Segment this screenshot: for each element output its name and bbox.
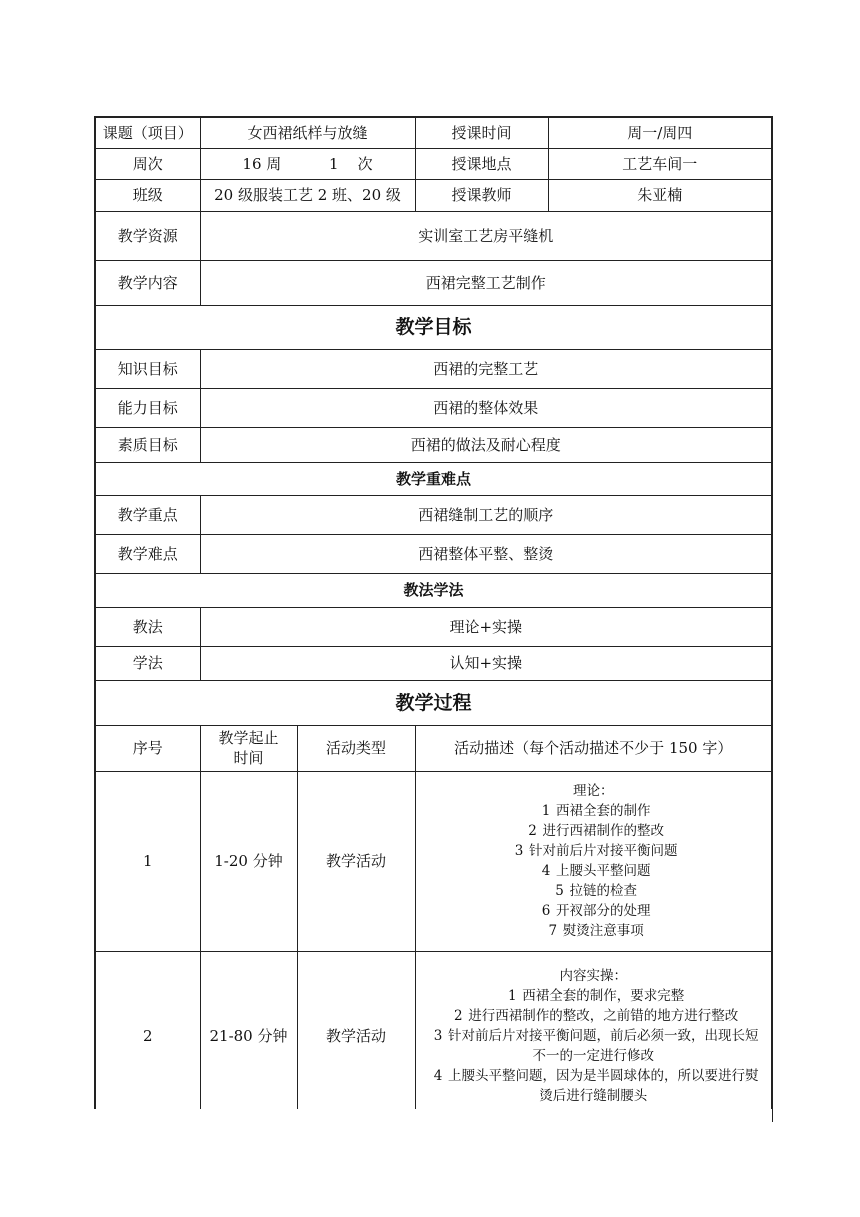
- row1-time: 1-20 分钟: [200, 771, 297, 951]
- lesson-plan-table: [94, 116, 773, 1122]
- key-label: 教学重点: [95, 495, 200, 534]
- row1-desc: [415, 771, 772, 951]
- ability-value: 西裙的整体效果: [200, 388, 772, 427]
- list-item: 2 进行西裙制作的整改，之前错的地方进行整改: [453, 1007, 739, 1024]
- list-item: 1 西裙全套的制作: [541, 803, 651, 819]
- row1-desc-title: 理论：: [573, 783, 614, 799]
- row1-type: 教学活动: [297, 771, 415, 951]
- place-label: 授课地点: [415, 148, 548, 179]
- list-item: 6 开衩部分的处理: [541, 903, 651, 919]
- keypoints-title: 教学重难点: [95, 462, 772, 495]
- list-item: 2 进行西裙制作的整改: [528, 823, 665, 839]
- header-time-line2: 时间: [233, 749, 264, 767]
- week-value: 16 周 1 次: [200, 148, 415, 179]
- goals-title: 教学目标: [95, 305, 772, 349]
- row-quality: [95, 427, 772, 462]
- header-desc: 活动描述（每个活动描述不少于 150 字）: [415, 725, 772, 771]
- row-knowledge: [95, 349, 772, 388]
- row2-desc-title: 内容实操：: [559, 967, 628, 984]
- list-item: 1 西裙全套的制作，要求完整: [507, 987, 685, 1004]
- content-value: 西裙完整工艺制作: [200, 260, 772, 305]
- header-seq: 序号: [95, 725, 200, 771]
- difficult-value: 西裙整体平整、整烫: [200, 534, 772, 573]
- row-content: [95, 260, 772, 305]
- ability-label: 能力目标: [95, 388, 200, 427]
- row-process-title: [95, 680, 772, 725]
- knowledge-label: 知识目标: [95, 349, 200, 388]
- row-goals-title: [95, 305, 772, 349]
- quality-label: 素质目标: [95, 427, 200, 462]
- row-methods-title: [95, 573, 772, 607]
- row2-time: 21-80 分钟: [200, 951, 297, 1121]
- header-type: 活动类型: [297, 725, 415, 771]
- key-value: 西裙缝制工艺的顺序: [200, 495, 772, 534]
- learn-label: 学法: [95, 646, 200, 680]
- process-title: 教学过程: [95, 680, 772, 725]
- row-keypoints-title: [95, 462, 772, 495]
- content-label: 教学内容: [95, 260, 200, 305]
- header-time: [200, 725, 297, 771]
- list-item: 4 上腰头平整问题: [541, 863, 651, 879]
- list-item: 5 拉链的检查: [555, 883, 638, 899]
- methods-title: 教法学法: [95, 573, 772, 607]
- resource-label: 教学资源: [95, 211, 200, 260]
- teacher-label: 授课教师: [415, 179, 548, 211]
- row-week: [95, 148, 772, 179]
- row2-seq: 2: [95, 951, 200, 1121]
- row-process-header: [95, 725, 772, 771]
- row2-desc: [415, 951, 772, 1121]
- row-difficult: [95, 534, 772, 573]
- class-value: 20 级服装工艺 2 班、20 级: [200, 179, 415, 211]
- row-teach: [95, 607, 772, 646]
- row-class: [95, 179, 772, 211]
- difficult-label: 教学难点: [95, 534, 200, 573]
- class-label: 班级: [95, 179, 200, 211]
- topic-value: 女西裙纸样与放缝: [200, 117, 415, 148]
- topic-label: 课题（项目）: [95, 117, 200, 148]
- row-resource: [95, 211, 772, 260]
- quality-value: 西裙的做法及耐心程度: [200, 427, 772, 462]
- row-topic: [95, 117, 772, 148]
- row1-seq: 1: [95, 771, 200, 951]
- place-value: 工艺车间一: [548, 148, 772, 179]
- teacher-value: 朱亚楠: [548, 179, 772, 211]
- page-bottom-margin: [94, 1109, 772, 1217]
- teach-label: 教法: [95, 607, 200, 646]
- knowledge-value: 西裙的完整工艺: [200, 349, 772, 388]
- row-ability: [95, 388, 772, 427]
- learn-value: 认知+实操: [200, 646, 772, 680]
- row-key: [95, 495, 772, 534]
- teach-value: 理论+实操: [200, 607, 772, 646]
- time-label: 授课时间: [415, 117, 548, 148]
- row2-type: 教学活动: [297, 951, 415, 1121]
- week-label: 周次: [95, 148, 200, 179]
- table-row: [95, 951, 772, 1121]
- list-item: 3 针对前后片对接平衡问题: [514, 843, 678, 859]
- list-item: 4 上腰头平整问题，因为是半圆球体的，所以要进行熨烫后进行缝制腰头: [433, 1067, 759, 1104]
- resource-value: 实训室工艺房平缝机: [200, 211, 772, 260]
- list-item: 3 针对前后片对接平衡问题，前后必须一致，出现长短不一的一定进行修改: [433, 1027, 759, 1064]
- table-row: [95, 771, 772, 951]
- list-item: 7 熨烫注意事项: [548, 923, 644, 939]
- time-value: 周一/周四: [548, 117, 772, 148]
- header-time-line1: 教学起止: [218, 729, 279, 747]
- row-learn: [95, 646, 772, 680]
